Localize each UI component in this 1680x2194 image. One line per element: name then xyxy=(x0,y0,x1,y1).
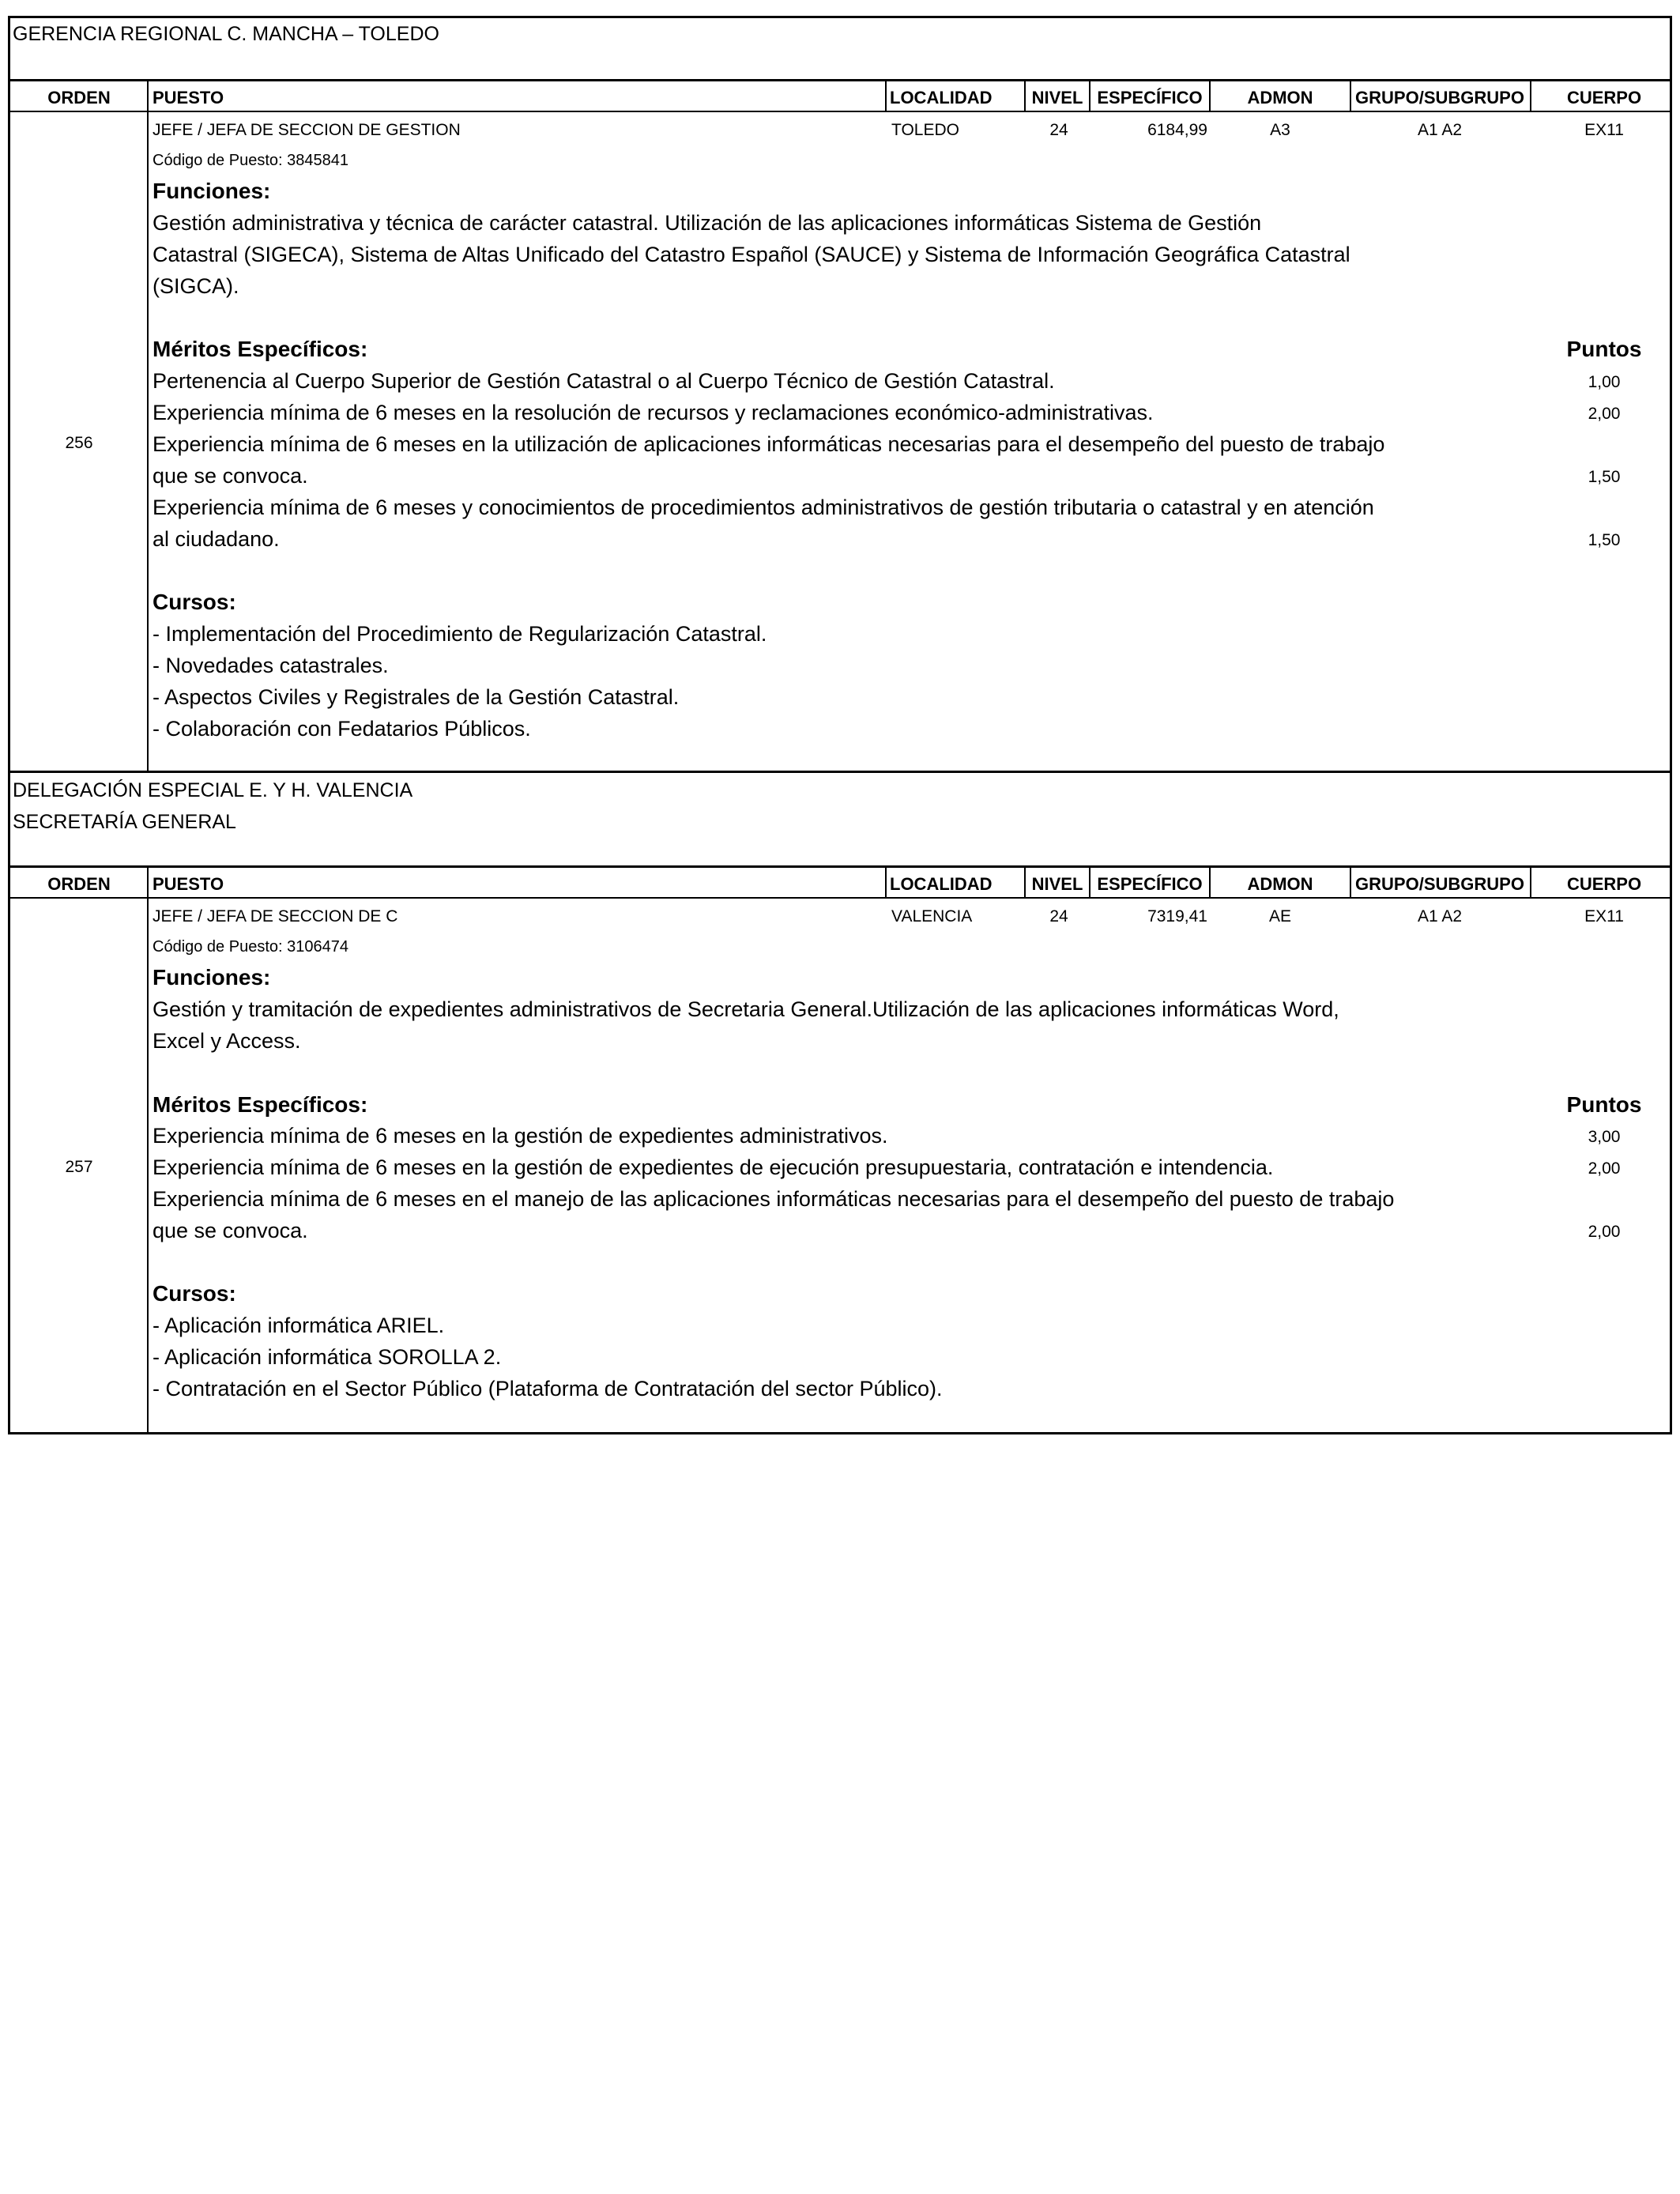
orden-value: 256 xyxy=(65,434,93,452)
merito-line: al ciudadano. xyxy=(153,527,280,551)
funciones-line: Excel y Access. xyxy=(153,1029,301,1053)
meritos-title: Méritos Específicos: xyxy=(153,337,368,361)
especifico-value: 6184,99 xyxy=(1147,121,1207,139)
col-orden: ORDEN xyxy=(47,88,111,107)
col-admon: ADMON xyxy=(1247,88,1313,107)
col-puesto: PUESTO xyxy=(153,88,224,107)
curso-line: - Aplicación informática SOROLLA 2. xyxy=(153,1345,502,1369)
admon-value: A3 xyxy=(1270,121,1290,139)
funciones-line: Gestión administrativa y técnica de carácter catastral. Utilización de las aplicaciones informáticas Sistema de Gestión xyxy=(153,211,1262,235)
col-grupo: GRUPO/SUBGRUPO xyxy=(1355,88,1524,107)
puesto-value: JEFE / JEFA DE SECCION DE C xyxy=(153,907,398,925)
curso-line: - Colaboración con Fedatarios Públicos. xyxy=(153,717,531,741)
localidad-value: TOLEDO xyxy=(891,121,959,139)
codigo-puesto: Código de Puesto: 3106474 xyxy=(153,938,348,956)
puntos-value: 3,00 xyxy=(1588,1128,1621,1146)
admon-value: AE xyxy=(1268,907,1292,925)
col-grupo: GRUPO/SUBGRUPO xyxy=(1355,874,1524,894)
nivel-value: 24 xyxy=(1049,121,1068,139)
codigo-puesto: Código de Puesto: 3845841 xyxy=(153,152,348,169)
grupo-value: A1 A2 xyxy=(1417,907,1463,925)
col-especifico: ESPECÍFICO xyxy=(1097,88,1203,107)
cuerpo-value: EX11 xyxy=(1584,907,1624,925)
curso-line: - Novedades catastrales. xyxy=(153,654,389,677)
grupo-value: A1 A2 xyxy=(1417,121,1463,139)
puntos-value: 1,50 xyxy=(1588,468,1621,486)
especifico-value: 7319,41 xyxy=(1147,907,1207,925)
puntos-value: 2,00 xyxy=(1588,1223,1621,1241)
curso-line: - Aplicación informática ARIEL. xyxy=(153,1314,445,1337)
puntos-value: 1,00 xyxy=(1588,373,1621,391)
merito-line: que se convoca. xyxy=(153,464,308,488)
funciones-title: Funciones: xyxy=(153,179,271,203)
funciones-line: Catastral (SIGECA), Sistema de Altas Unificado del Catastro Español (SAUCE) y Sistema de Información Geográfica Catastral xyxy=(153,243,1350,266)
merito-line: Experiencia mínima de 6 meses en la gestión de expedientes de ejecución presupuestaria, contratación e intendencia. xyxy=(153,1155,1274,1179)
funciones-line: Gestión y tramitación de expedientes administrativos de Secretaria General.Utilización de las aplicaciones informáticas Word, xyxy=(153,997,1339,1021)
cursos-title: Cursos: xyxy=(153,590,236,614)
puntos-title: Puntos xyxy=(1566,1092,1642,1117)
puntos-value: 1,50 xyxy=(1588,531,1621,549)
meritos-title: Méritos Específicos: xyxy=(153,1092,368,1117)
nivel-value: 24 xyxy=(1049,907,1068,925)
merito-line: Experiencia mínima de 6 meses y conocimientos de procedimientos administrativos de gestión tributaria o catastral y en atención xyxy=(153,496,1374,519)
curso-line: - Contratación en el Sector Público (Plataforma de Contratación del sector Público). xyxy=(153,1377,943,1400)
merito-line: Experiencia mínima de 6 meses en la utilización de aplicaciones informáticas necesarias para el desempeño del puesto de trabajo xyxy=(153,432,1385,456)
cursos-title: Cursos: xyxy=(153,1281,236,1306)
merito-line: que se convoca. xyxy=(153,1219,308,1242)
puesto-value: JEFE / JEFA DE SECCION DE GESTION xyxy=(153,121,461,139)
curso-line: - Aspectos Civiles y Registrales de la Gestión Catastral. xyxy=(153,685,680,709)
merito-line: Pertenencia al Cuerpo Superior de Gestión Catastral o al Cuerpo Técnico de Gestión Catastral. xyxy=(153,369,1055,393)
puntos-value: 2,00 xyxy=(1588,1159,1621,1178)
col-admon: ADMON xyxy=(1247,874,1313,894)
puntos-value: 2,00 xyxy=(1588,405,1621,423)
orden-value: 257 xyxy=(65,1158,93,1176)
col-puesto: PUESTO xyxy=(153,874,224,894)
merito-line: Experiencia mínima de 6 meses en el manejo de las aplicaciones informáticas necesarias para el desempeño del puesto de trabajo xyxy=(153,1187,1395,1211)
col-nivel: NIVEL xyxy=(1031,88,1083,107)
curso-line: - Implementación del Procedimiento de Regularización Catastral. xyxy=(153,622,767,646)
col-nivel: NIVEL xyxy=(1031,874,1083,894)
org-heading: GERENCIA REGIONAL C. MANCHA – TOLEDO xyxy=(13,23,439,45)
merito-line: Experiencia mínima de 6 meses en la gestión de expedientes administrativos. xyxy=(153,1124,888,1148)
funciones-line: (SIGCA). xyxy=(153,274,239,298)
col-orden: ORDEN xyxy=(47,874,111,894)
localidad-value: VALENCIA xyxy=(891,907,973,925)
col-cuerpo: CUERPO xyxy=(1566,88,1642,107)
org-subheading: SECRETARÍA GENERAL xyxy=(13,811,236,833)
org-heading: DELEGACIÓN ESPECIAL E. Y H. VALENCIA xyxy=(13,779,413,801)
col-especifico: ESPECÍFICO xyxy=(1097,874,1203,894)
col-localidad: LOCALIDAD xyxy=(890,88,993,107)
col-cuerpo: CUERPO xyxy=(1566,874,1642,894)
puntos-title: Puntos xyxy=(1566,337,1642,361)
col-localidad: LOCALIDAD xyxy=(890,874,993,894)
merito-line: Experiencia mínima de 6 meses en la resolución de recursos y reclamaciones económico-administrativas. xyxy=(153,401,1154,424)
cuerpo-value: EX11 xyxy=(1584,121,1624,139)
funciones-title: Funciones: xyxy=(153,965,271,990)
